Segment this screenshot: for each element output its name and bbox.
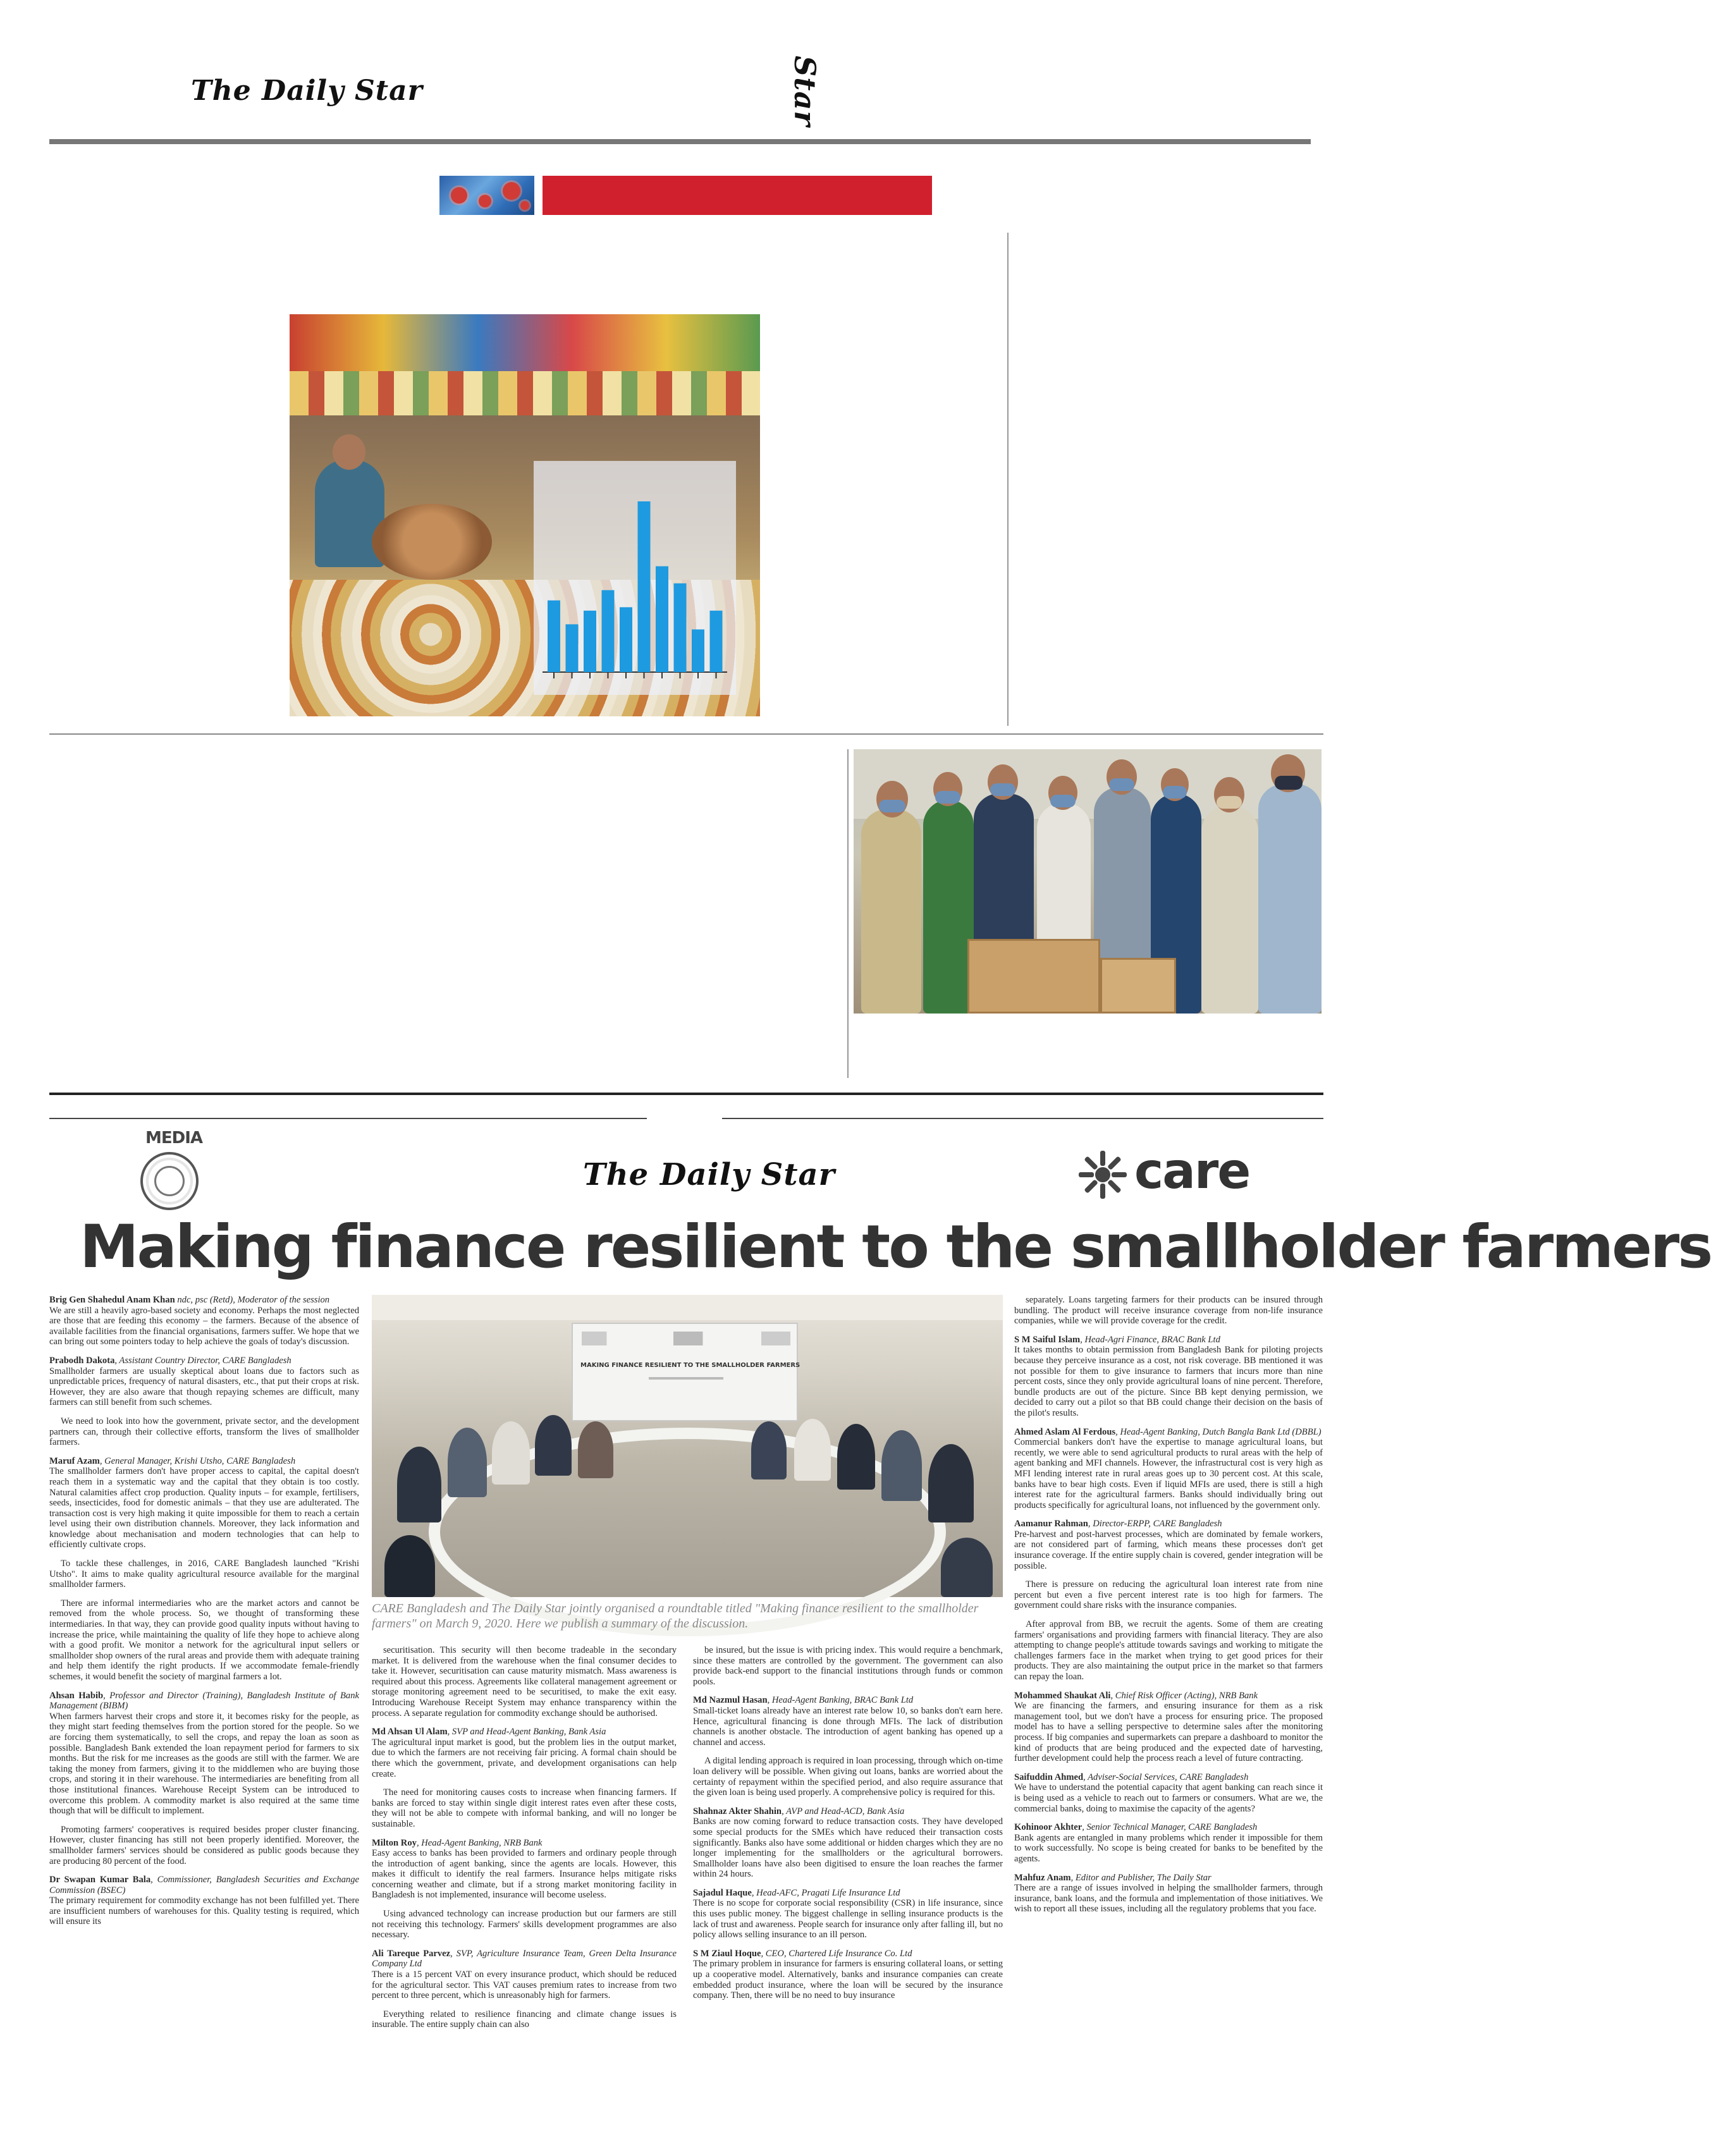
body-paragraph <box>1014 1579 1323 1611</box>
speaker-name: Maruf Azam <box>49 1455 100 1466</box>
chart-bar <box>674 584 687 672</box>
speaker-name: Sajadul Haque <box>693 1887 752 1898</box>
attendee <box>794 1419 831 1481</box>
seal-logo <box>140 1152 199 1210</box>
speaker-name: Md Ahsan Ul Alam <box>372 1727 448 1737</box>
speaker-name: Dr Swapan Kumar Bala <box>49 1875 151 1885</box>
body-paragraph <box>49 1416 359 1448</box>
body-paragraph <box>49 1825 359 1866</box>
speaker-title: , Adviser-Social Services, CARE Bangladesh <box>1083 1772 1249 1782</box>
face-mask <box>1217 796 1242 809</box>
paragraph-text: We need to look into how the government, private sector, and the development partners can, through their collective efforts, transform the lives of smallholder farmers. <box>49 1416 359 1448</box>
speaker-name: Shahnaz Akter Shahin <box>693 1806 782 1816</box>
paragraph-text: There is no scope for corporate social responsibility (CSR) in life insurance, since this uses public money. The biggest challenge in selling insurance products is the lack of trust and awareness. People search for insurance only after falling ill, but no policy allows selling insurance to an ill person. <box>693 1898 1003 1940</box>
article-column-1 <box>49 1295 359 2142</box>
paragraph-text: We are financing the farmers, and ensuring insurance for them as a risk management tool, but we don't have a process for ensuring price. The proposed model has to have a selling perspective to determine sales after the monitoring process. If big companies and supermarkets can prepare a dashboard to monitor the kind of products that are being produced and the expected date of harvesting, further development could help the process reach a level of future contracting. <box>1014 1701 1323 1764</box>
face-mask <box>1050 795 1076 807</box>
attendee <box>928 1444 974 1522</box>
speaker-paragraph <box>372 1949 677 2001</box>
paragraph-text: be insured, but the issue is with pricing index. This would require a benchmark, since these matters are controlled by the government. The government can also provide back-end support to the financial institutions through funds or common pools. <box>693 1645 1003 1687</box>
face-mask <box>1109 778 1134 791</box>
speaker-name: Kohinoor Akhter <box>1014 1822 1082 1833</box>
side-star-mark: Star <box>788 56 822 127</box>
red-banner <box>543 176 932 215</box>
speaker-paragraph <box>49 1295 359 1347</box>
paragraph-text: Bank agents are entangled in many problems which render it impossible for them to work successfully. No scope is being created for banks to be benefited by the agents. <box>1014 1832 1323 1864</box>
face-mask <box>1163 786 1187 799</box>
person-8 <box>1258 784 1322 1014</box>
face-mask <box>990 783 1015 796</box>
body-paragraph <box>372 1787 677 1829</box>
attendee <box>578 1421 613 1478</box>
speaker-name: Md Nazmul Hasan <box>693 1695 768 1706</box>
speaker-name: Mahfuz Anam <box>1014 1872 1071 1883</box>
speaker-title: , Director-ERPP, CARE Bangladesh <box>1088 1519 1222 1529</box>
attendee <box>492 1421 530 1485</box>
speaker-title: , AVP and Head-ACD, Bank Asia <box>782 1806 905 1816</box>
speaker-name: Prabodh Dakota <box>49 1355 115 1366</box>
paragraph-text: There are a range of issues involved in helping the smallholder farmers, through insurance, bank loans, and the formula and implementation of those initiatives. We wish to report all these issues, including all the regulatory problems that you face. <box>1014 1883 1323 1914</box>
column-divider <box>1007 233 1009 726</box>
paragraph-text: The need for monitoring causes costs to increase when financing farmers. If banks are forced to stay within single digit interest rates even after these costs, they will not be able to compete with informal banking, and will no longer be sustainable. <box>372 1787 677 1829</box>
body-paragraph <box>1014 1619 1323 1682</box>
speaker-title: , Head-Agri Finance, BRAC Bank Ltd <box>1080 1334 1220 1345</box>
thin-rule-left <box>49 1118 647 1119</box>
goods-shelf <box>290 371 760 415</box>
roundtable-headline: Making finance resilient to the smallholder farmers <box>80 1213 1711 1282</box>
speaker-paragraph <box>49 1875 359 1927</box>
speaker-paragraph <box>693 1888 1003 1940</box>
speaker-paragraph <box>372 1838 677 1901</box>
attendee <box>837 1424 875 1490</box>
speaker-title: , Head-Agent Banking, NRB Bank <box>416 1837 543 1848</box>
paragraph-text: There are informal intermediaries who are the market actors and cannot be removed from the whole process. So, we thought of transforming these intermediaries. In that way, they can provide good quality inputs without having to increase the price, while maintaining the quality of life they hope to achieve along with a good profit. We monitor a network for the agricultural input sellers or smallholder shop owners of the rural areas and provide them with adequate training and help them identify the right products. If we accommodate female-friendly schemes, it would benefit the society of marginal farmers a lot. <box>49 1598 359 1682</box>
paragraph-text: A digital lending approach is required in loan processing, through which on-time loan delivery will be possible. When giving out loans, banks are worried about the certainty of repayment within the specified period, and also require assurance that the given loan is being used properly. A comprehensive policy is required for this. <box>693 1756 1003 1798</box>
paragraph-text: The agricultural input market is good, but the problem lies in the output market, due to which the farmers are not receiving fair pricing. A formal chain should be there which the government, private, and development organisations can help create. <box>372 1737 677 1779</box>
speaker-paragraph <box>372 1727 677 1779</box>
speaker-name: S M Ziaul Hoque <box>693 1948 761 1959</box>
speaker-title: , Assistant Country Director, CARE Bangladesh <box>114 1355 291 1366</box>
speaker-title: , Editor and Publisher, The Daily Star <box>1070 1872 1211 1883</box>
page-divider-rule <box>49 1093 1323 1095</box>
virus-particle <box>451 187 467 204</box>
virus-particle <box>520 201 529 210</box>
paragraph-text: There is a 15 percent VAT on every insurance product, which should be reduced for the agricultural sector. This VAT causes premium rates to increase from two percent to three percent, which is unreasonably high for farmers. <box>372 1969 677 2001</box>
body-paragraph <box>49 1559 359 1590</box>
media-mark: MEDIA <box>145 1129 203 1148</box>
onion-basket <box>372 504 492 580</box>
speaker-name: Ali Tareque Parvez <box>372 1948 451 1959</box>
chart-overlay-panel <box>534 461 736 695</box>
speaker-paragraph <box>1014 1427 1323 1511</box>
chart-bar <box>692 630 704 673</box>
speaker-paragraph <box>49 1691 359 1816</box>
paragraph-text: It takes months to obtain permission from Bangladesh Bank for piloting projects because they perceive insurance as a cost, not risk coverage. BB mentioned it was not possible for them to give insurance to farmers that incurs more than nine percent costs, since they only provide agricultural loans of nine percent. Therefore, bundle products are out of the picture. Since BB kept denying permission, we decided to carry out a pilot so that BB could change their decision on the basis of the pilot's results. <box>1014 1345 1323 1418</box>
attendee <box>881 1430 922 1501</box>
person-2 <box>923 800 974 1014</box>
speaker-title: , Commissioner, Bangladesh Securities and Exchange Commission (BSEC) <box>49 1875 359 1896</box>
speaker-paragraph <box>1014 1772 1323 1814</box>
body-paragraph <box>372 2009 677 2030</box>
paragraph-text: Pre-harvest and post-harvest processes, which are dominated by female workers, are not considered part of farming, which means these processes don't get insurance coverage. If the entire supply chain is covered, gender integration will be possible. <box>1014 1529 1323 1571</box>
paragraph-text: Commercial bankers don't have the expertise to manage agricultural loans, but recently, we were able to send agricultural products to rural areas with the help of agent banking and MFI channels. However, the infrastructural cost is very high as MFI lending interest rate in rural areas goes up to 30 percent cost. At this scale, banks have to bear high costs. Even if liquid MFIs are used, there is still a high interest rate for the agricultural farmers. Banks should individually bring out products specifically for agricultural loans, not influenced by the government only. <box>1014 1437 1323 1510</box>
column-divider <box>847 749 849 1078</box>
speaker-title: , Head-AFC, Pragati Life Insurance Ltd <box>751 1887 900 1898</box>
paragraph-text: securitisation. This security will then become tradeable in the secondary market. It is delivered from the warehouse when the final consumer decides to take it. However, securitisation can cause maturity mismatch. Mass awareness is required about this process. Agreements like collateral management agreement or storage monitoring agreement need to be securitised, to make the exit easy. Introducing Warehouse Receipt System may enhance transparency within the process. A separate regulation for commodity exchange should be authorised. <box>372 1645 677 1718</box>
speaker-name: Milton Roy <box>372 1837 417 1848</box>
paragraph-text: Using advanced technology can increase production but our farmers are still not receiving this technology. Farmers' skills development programmes are also necessary. <box>372 1909 677 1940</box>
screen-logo-strip <box>582 1332 790 1345</box>
person-1 <box>861 809 921 1014</box>
face-mask <box>1275 776 1303 790</box>
body-paragraph <box>693 1756 1003 1798</box>
donation-box <box>967 939 1100 1014</box>
person-7 <box>1201 806 1258 1014</box>
body-paragraph <box>372 1645 677 1718</box>
attendee <box>751 1421 787 1479</box>
paragraph-text: To tackle these challenges, in 2016, CARE Bangladesh launched "Krishi Utsho". It aims to make quality agricultural resource available for the marginal smallholder farmers. <box>49 1559 359 1590</box>
section-rule <box>49 733 1323 735</box>
screen-title: MAKING FINANCE RESILIENT TO THE SMALLHOLDER FARMERS <box>580 1362 800 1369</box>
speaker-title: , Head-Agent Banking, BRAC Bank Ltd <box>767 1695 914 1706</box>
speaker-name: S M Saiful Islam <box>1014 1334 1081 1345</box>
paragraph-text: After approval from BB, we recruit the agents. Some of them are creating farmers' organisations and providing farmers with financial literacy. They are also attempting to change people's attitude towards savings and working to mitigate the challenges farmers face in the market when trying to get good prices for their products. They are also maintaining the output price in the market so that farmers can repay the loan. <box>1014 1619 1323 1682</box>
ceiling <box>372 1295 1003 1320</box>
thin-rule-right <box>722 1118 1323 1119</box>
masthead-logo: The Daily Star <box>191 75 423 107</box>
speaker-name: Saifuddin Ahmed <box>1014 1772 1084 1782</box>
speaker-name: Mohammed Shaukat Ali <box>1014 1690 1111 1701</box>
masthead-rule <box>49 139 1311 144</box>
speaker-title: , SVP and Head-Agent Banking, Bank Asia <box>447 1727 606 1737</box>
care-logo-icon <box>1076 1148 1129 1201</box>
speaker-name: Brig Gen Shahedul Anam Khan <box>49 1295 175 1305</box>
speaker-paragraph <box>1014 1335 1323 1419</box>
chart-bar <box>620 607 632 672</box>
shop-signboards <box>290 314 760 371</box>
chart-bar <box>602 590 615 672</box>
speaker-title: , CEO, Chartered Life Insurance Co. Ltd <box>761 1948 912 1959</box>
face-mask <box>935 791 960 804</box>
paragraph-text: The smallholder farmers don't have proper access to capital, the capital doesn't reach them in a systematic way and the capital that they obtain is too costly. Natural calamities affect crop production. Quality inputs – for example, fertilisers, seeds, insecticides, food for domestic animals – that they use are adulterated. The transaction cost is very high making it quite impossible for them to reach a certain level using their own distribution channels. Moreover, they lack information and knowledge about mechanisation and modern technologies that can help to efficiently cultivate crops. <box>49 1466 359 1550</box>
speaker-title: , Chief Risk Officer (Acting), NRB Bank <box>1110 1690 1258 1701</box>
attendee <box>397 1447 441 1522</box>
speaker-name: Ahsan Habib <box>49 1690 104 1701</box>
chart-bar <box>656 567 668 672</box>
care-logo-text: care <box>1134 1143 1250 1200</box>
speaker-title: , Senior Technical Manager, CARE Bangladesh <box>1082 1822 1258 1833</box>
speaker-paragraph <box>49 1456 359 1550</box>
speaker-paragraph <box>1014 1873 1323 1914</box>
speaker-paragraph <box>1014 1691 1323 1764</box>
projection-screen <box>572 1323 798 1421</box>
donation-photo <box>854 749 1322 1014</box>
paragraph-text: We have to understand the potential capacity that agent banking can reach since it is being used as a vehicle to reach out to farmers or consumers. What are we, the commercial banks, doing to maximise the capacity of the agents? <box>1014 1782 1323 1814</box>
attendee <box>941 1538 993 1597</box>
paragraph-text: separately. Loans targeting farmers for their products can be insured through bundling. The product will receive insurance coverage from non-life insurance companies, while we will provide coverage for the credit. <box>1014 1295 1323 1326</box>
attendee <box>384 1535 435 1597</box>
virus-banner-image <box>439 176 534 215</box>
speaker-paragraph <box>693 1695 1003 1748</box>
market-photo <box>290 314 760 716</box>
paragraph-text: Banks are now coming forward to reduce transaction costs. They have developed some special products for the SMEs which have reduced their transaction costs significantly. Banks also have some additional or hidden charges which they are no longer implementing for the smallholders or the agricultural borrowers. Smallholder loans have also been digitised to ensure the loan reaches the farmer within 24 hours. <box>693 1816 1003 1880</box>
paragraph-text: When farmers harvest their crops and store it, it becomes risky for the people, as they might start feeding themselves from the portion stored for the people. So we are forcing them systematically, to sell the crops, and repay the loan as soon as possible. Bangladesh Bank extended the loan repayment period for farmers to six months. But the risk for me increases as the goods are still with the farmer. We are taking the money from farmers, giving it to the middlemen who are buying those crops, and storing it in their warehouse. The intermediaries are benefiting from all those institutional finances. Warehouse Receipt System can be introduced to overcome this problem. A commodity market is also required at the same time though that will be difficult to implement. <box>49 1711 359 1816</box>
paragraph-text: Small-ticket loans already have an interest rate below 10, so banks don't earn here. Hence, agricultural financing is done through MFIs. The lack of distribution channels is another obstacle. The introduction of agent banking has opened up a channel and access. <box>693 1705 1003 1748</box>
speaker-title: , Head-Agent Banking, Dutch Bangla Bank Ltd (DBBL) <box>1115 1426 1322 1437</box>
speaker-paragraph <box>49 1356 359 1408</box>
seal-inner-ring <box>154 1166 185 1196</box>
speaker-title: , Professor and Director (Training), Bangladesh Institute of Bank Management (BIBM) <box>49 1690 359 1712</box>
roundtable-paper-logo: The Daily Star <box>583 1157 835 1192</box>
speaker-paragraph <box>693 1949 1003 2001</box>
roundtable-meeting-photo <box>372 1295 1003 1597</box>
paragraph-text: Easy access to banks has been provided to farmers and ordinary people through the introduction of agent banking, since the agents are locals. However, this makes it difficult to identify the real farmers. Insurance helps mitigate risks concerning weather and climate, but if a strong market monitoring facility in Bangladesh is not implemented, insurance will become useless. <box>372 1848 677 1901</box>
speaker-title: ndc, psc (Retd), Moderator of the session <box>175 1295 330 1305</box>
paragraph-text: Smallholder farmers are usually skeptical about loans due to factors such as unpredictable prices, frequency of natural disasters, etc., that put their crops at risk. However, they are also aware that though repaying schemes are difficult, many farmers can still benefit from such schemes. <box>49 1366 359 1408</box>
attendee <box>448 1428 487 1497</box>
chart-bar <box>710 611 723 672</box>
screen-subtitle-line <box>649 1377 723 1380</box>
body-paragraph <box>372 1909 677 1940</box>
speaker-paragraph <box>1014 1519 1323 1571</box>
paragraph-text: We are still a heavily agro-based society and economy. Perhaps the most neglected are those that are feeding this economy – the farmers. Because of the absence of available facilities from the financial organisations, farmers suffer. We hope that we can bring out some pointers today to help achieve the goals of today's discussion. <box>49 1305 359 1347</box>
virus-particle <box>479 195 491 207</box>
article-column-2 <box>372 1645 677 2142</box>
background-wall <box>854 749 1322 819</box>
chart-bar <box>566 624 579 672</box>
virus-particle <box>503 182 520 200</box>
attendee <box>535 1415 572 1476</box>
paragraph-text: Everything related to resilience financing and climate change issues is insurable. The entire supply chain can also <box>372 2009 677 2030</box>
paragraph-text: The primary problem in insurance for farmers is ensuring collateral loans, or setting up a cooperative model. Alternatively, banks and insurance companies can create embedded product insurance, where the loan will be secured by the insurance company. Then, there will be no need to buy insurance <box>693 1959 1003 2001</box>
speaker-paragraph <box>1014 1822 1323 1864</box>
shopkeeper-head <box>333 434 365 470</box>
chart-bar <box>584 611 596 672</box>
donation-box <box>1100 958 1176 1014</box>
face-mask <box>879 800 905 812</box>
body-paragraph <box>1014 1295 1323 1326</box>
speaker-title: , SVP, Agriculture Insurance Team, Green Delta Insurance Company Ltd <box>372 1948 677 1969</box>
photo-caption: CARE Bangladesh and The Daily Star jointly organised a roundtable titled "Making finance resilient to the smallholder farmers" on March 9, 2020. Here we publish a summary of the discussion. <box>372 1602 979 1631</box>
speaker-name: Aamanur Rahman <box>1014 1519 1088 1529</box>
paragraph-text: The primary requirement for commodity exchange has not been fulfilled yet. There are insufficient numbers of warehouses for this. Quality testing is required, which will ensure its <box>49 1896 359 1927</box>
speaker-name: Ahmed Aslam Al Ferdous <box>1014 1426 1116 1437</box>
body-paragraph <box>693 1645 1003 1687</box>
article-column-3 <box>693 1645 1003 2142</box>
speaker-title: , General Manager, Krishi Utsho, CARE Bangladesh <box>99 1455 296 1466</box>
speaker-paragraph <box>693 1806 1003 1880</box>
paragraph-text: There is pressure on reducing the agricultural loan interest rate from nine percent but even a five percent interest rate is too high for farmers. The government could share risks with the insurance companies. <box>1014 1579 1323 1611</box>
bar-chart <box>534 461 736 695</box>
paragraph-text: Promoting farmers' cooperatives is required besides proper cluster financing. However, cluster financing has still not been properly identified. Moreover, the smallholder farmers' services should be considered as public goods because they are producing 80 percent of the food. <box>49 1824 359 1866</box>
chart-bar <box>638 501 651 672</box>
chart-bar <box>548 601 560 672</box>
body-paragraph <box>49 1598 359 1682</box>
article-column-4 <box>1014 1295 1323 2142</box>
care-starburst-icon <box>1076 1148 1129 1201</box>
